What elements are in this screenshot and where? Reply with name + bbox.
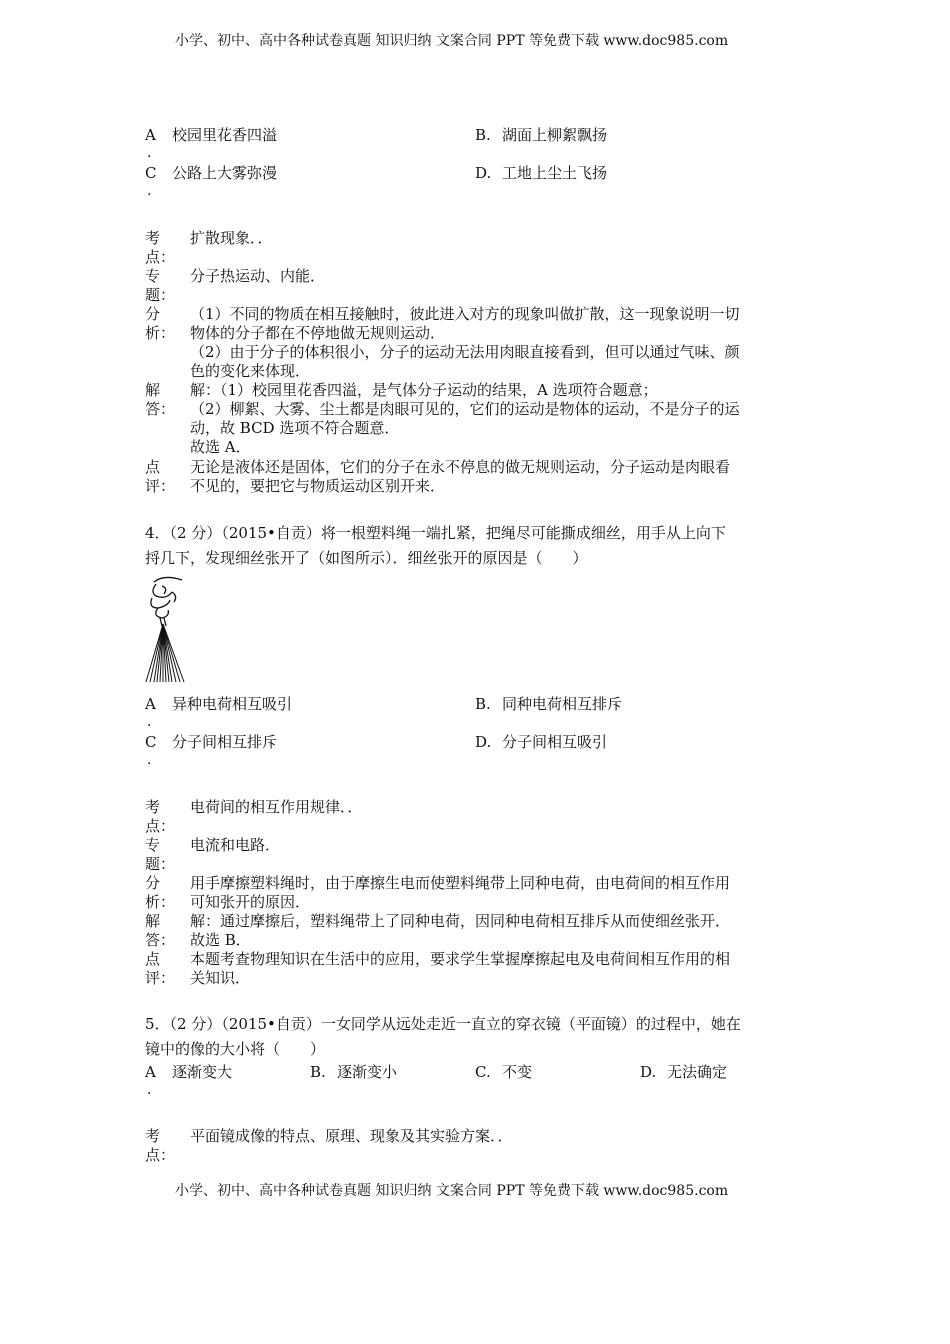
q5-stem-line: 5．（2 分）（2015•自贡）一女同学从远处走近一直立的穿衣镜（平面镜）的过程中，她在 [145, 1015, 741, 1033]
q4-jieda-line: 解：通过摩擦后，塑料绳带上了同种电荷，因同种电荷相互排斥从而使细丝张开． [190, 912, 731, 930]
zhuanti-label-1: 专 [145, 836, 161, 854]
page-footer: 小学、初中、高中各种试卷真题 知识归纳 文案合同 PPT 等免费下载 www.doc985.com [175, 1183, 729, 1199]
q3-option-a-letter: A [145, 126, 156, 144]
q4-option-a: 异种电荷相互吸引 [172, 695, 293, 713]
q5-option-a: 逐渐变大 [172, 1063, 233, 1081]
fenxi-label-1: 分 [145, 874, 161, 892]
option-dot: . [147, 714, 152, 730]
q4-jieda-line: 故选 B． [190, 931, 251, 949]
q3-jieda-line: 解：（1）校园里花香四溢，是气体分子运动的结果，A 选项符合题意； [190, 381, 658, 399]
q3-option-b: 湖面上柳絮飘扬 [502, 126, 608, 144]
q3-option-a: 校园里花香四溢 [172, 126, 278, 144]
q5-option-a-letter: A [145, 1063, 156, 1081]
q5-option-c: 不变 [502, 1063, 533, 1081]
dianping-label-2: 评： [145, 477, 176, 495]
zhuanti-label-2: 题： [145, 286, 176, 304]
q5-kaodian: 平面镜成像的特点、原理、现象及其实验方案．． [190, 1127, 513, 1145]
q5-option-b: 逐渐变小 [337, 1063, 398, 1081]
q4-fenxi-line: 可知张开的原因． [190, 893, 311, 911]
spread-plastic-strings-figure [142, 574, 212, 684]
fenxi-label-2: 析： [145, 324, 176, 342]
q3-jieda-line: 故选 A． [190, 438, 251, 456]
page-header: 小学、初中、高中各种试卷真题 知识归纳 文案合同 PPT 等免费下载 www.doc985.com [175, 33, 729, 49]
q3-fenxi-line: 物体的分子都在不停地做无规则运动． [190, 324, 446, 342]
q3-dianping-line: 无论是液体还是固体，它们的分子在永不停息的做无规则运动，分子运动是肉眼看 [190, 458, 731, 476]
q3-kaodian: 扩散现象．． [190, 229, 273, 247]
q4-fenxi-line: 用手摩擦塑料绳时，由于摩擦生电而使塑料绳带上同种电荷，由电荷间的相互作用 [190, 874, 731, 892]
dianping-label-2: 评： [145, 969, 176, 987]
q4-stem-line: 捋几下，发现细丝张开了（如图所示）．细丝张开的原因是（ ） [145, 549, 588, 567]
jieda-label-2: 答： [145, 400, 176, 418]
q5-option-d-letter: D. [640, 1063, 657, 1081]
q5-option-b-letter: B. [310, 1063, 326, 1081]
q4-stem-line: 4．（2 分）（2015•自贡）将一根塑料绳一端扎紧，把绳尽可能撕成细丝，用手从上向下 [145, 524, 726, 542]
q3-option-c: 公路上大雾弥漫 [172, 164, 278, 182]
q3-jieda-line: （2）柳絮、大雾、尘土都是肉眼可见的，它们的运动是物体的运动，不是分子的运 [190, 400, 740, 418]
option-dot: . [147, 752, 152, 768]
q3-option-c-letter: C [145, 164, 157, 182]
q5-stem-line: 镜中的像的大小将（ ） [145, 1040, 326, 1058]
q4-dianping-line: 关知识． [190, 969, 251, 987]
fenxi-label-2: 析： [145, 893, 176, 911]
q3-option-d: 工地上尘土飞扬 [502, 164, 608, 182]
q4-option-c-letter: C [145, 733, 157, 751]
zhuanti-label-2: 题： [145, 855, 176, 873]
q3-option-b-letter: B. [475, 126, 491, 144]
q4-option-d: 分子间相互吸引 [502, 733, 608, 751]
kaodian-label-2: 点： [145, 1146, 176, 1164]
option-dot: . [147, 145, 152, 161]
kaodian-label-2: 点： [145, 817, 176, 835]
jieda-label-2: 答： [145, 931, 176, 949]
q4-option-b-letter: B. [475, 695, 491, 713]
dianping-label-1: 点 [145, 950, 161, 968]
kaodian-label-1: 考 [145, 229, 161, 247]
kaodian-label-1: 考 [145, 1127, 161, 1145]
q4-option-b: 同种电荷相互排斥 [502, 695, 623, 713]
q3-fenxi-line: （1）不同的物质在相互接触时，彼此进入对方的现象叫做扩散，这一现象说明一切 [190, 305, 740, 323]
q3-zhuanti: 分子热运动、内能． [190, 267, 326, 285]
q3-fenxi-line: 色的变化来体现． [190, 362, 311, 380]
zhuanti-label-1: 专 [145, 267, 161, 285]
q4-dianping-line: 本题考查物理知识在生活中的应用，要求学生掌握摩擦起电及电荷间相互作用的相 [190, 950, 731, 968]
q5-option-d: 无法确定 [667, 1063, 728, 1081]
q5-option-c-letter: C. [475, 1063, 491, 1081]
q3-fenxi-line: （2）由于分子的体积很小，分子的运动无法用肉眼直接看到，但可以通过气味、颜 [190, 343, 740, 361]
fenxi-label-1: 分 [145, 305, 161, 323]
q4-option-a-letter: A [145, 695, 156, 713]
option-dot: . [147, 183, 152, 199]
q3-option-d-letter: D. [475, 164, 492, 182]
jieda-label-1: 解 [145, 912, 161, 930]
q4-kaodian: 电荷间的相互作用规律．． [190, 798, 363, 816]
jieda-label-1: 解 [145, 381, 161, 399]
q3-dianping-line: 不见的，要把它与物质运动区别开来． [190, 477, 446, 495]
q4-zhuanti: 电流和电路． [190, 836, 281, 854]
q4-option-c: 分子间相互排斥 [172, 733, 278, 751]
dianping-label-1: 点 [145, 458, 161, 476]
option-dot: . [147, 1082, 152, 1098]
kaodian-label-2: 点： [145, 248, 176, 266]
q3-jieda-line: 动，故 BCD 选项不符合题意． [190, 419, 400, 437]
q4-option-d-letter: D. [475, 733, 492, 751]
kaodian-label-1: 考 [145, 798, 161, 816]
